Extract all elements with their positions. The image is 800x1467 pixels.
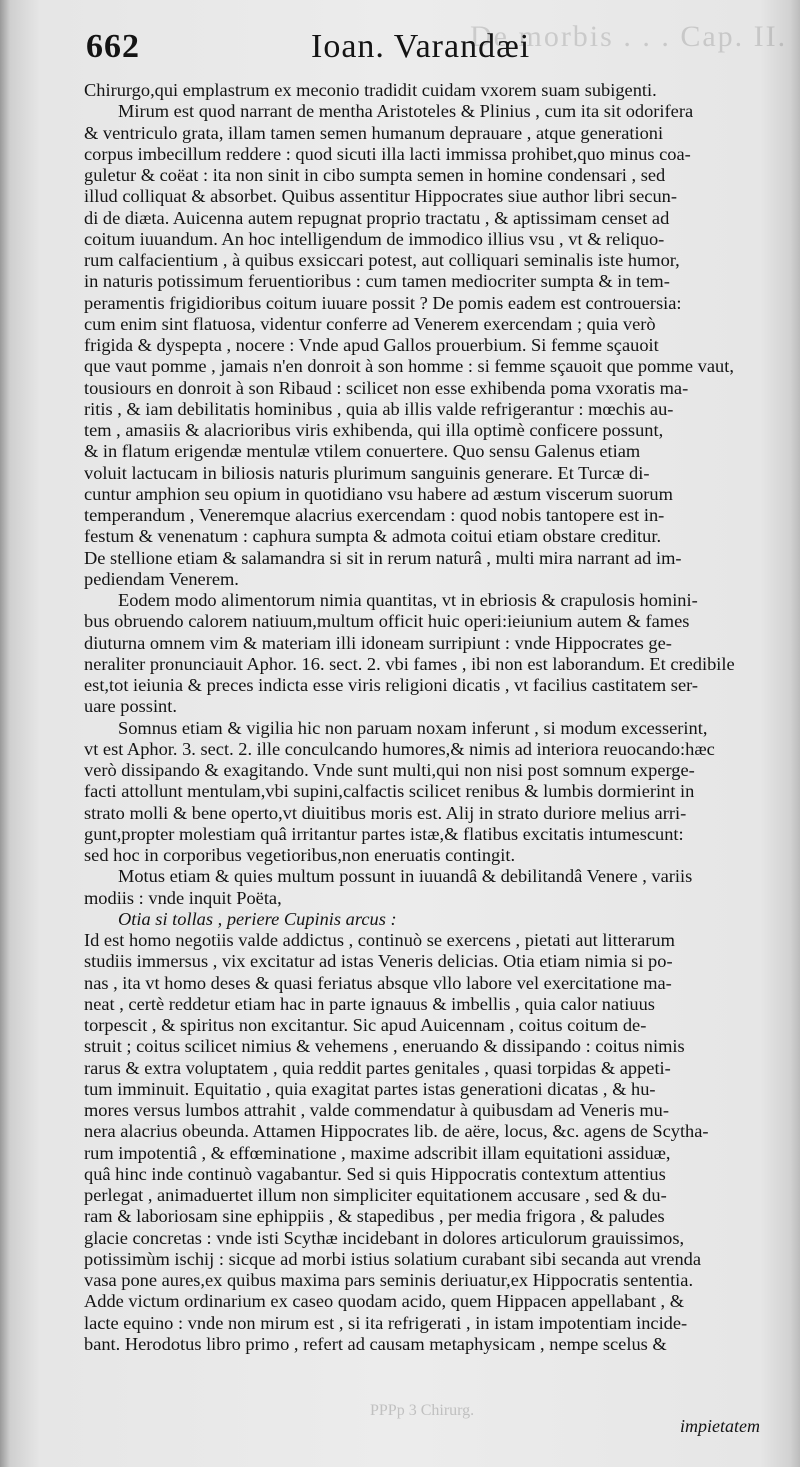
text-line: tousiours en donroit à son Ribaud : scilicet non esse exhibenda poma vxoratis ma- [84, 377, 689, 398]
text-line: perlegat , animaduertet illum non simpliciter equitationem accusare , sed & du- [84, 1185, 667, 1205]
paragraph-2 [84, 101, 766, 590]
page-header [86, 28, 766, 72]
text-line: est,tot ieiunia & preces indicta esse viris religioni dicatis , vt facilius castitatem ser- [84, 675, 699, 695]
text-line: strato molli & bene operto,vt diuitibus moris est. Alij in strato duriore melius arri- [84, 802, 687, 823]
text-line: potissimùm ischij : sicque ad morbi istius solatium curabant sibi secanda aut vrenda [84, 1248, 701, 1269]
text-line: festum & venenatum : caphura sumpta & admota coitui etiam obstare creditur. [84, 526, 662, 547]
text-line: frigida & dyspepta , nocere : Vnde apud Gallos prouerbium. Si femme sçauoit [84, 335, 659, 355]
text-line: guletur & coëat : ita non sinit in cibo sumpta semen in homine condensari , sed [84, 165, 666, 185]
text-line: cum enim sint flatuosa, videntur conferre ad Venerem exercendam ; quia verò [84, 313, 656, 334]
text-line: neat , certè reddetur etiam hac in parte ignauus & imbellis , quia calor natiuus [84, 993, 655, 1014]
text-line: struit ; coitus scilicet nimius & vehemens , eneruando & dissipando : coitus nimis [84, 1036, 685, 1057]
text-line: coitum iuuandum. An hoc intelligendum de immodico illius vsu , vt & reliquo- [84, 228, 665, 249]
paragraph-4 [84, 718, 766, 867]
text-line: Motus etiam & quies multum possunt in iuuandâ & debilitandâ Venere , variis [118, 866, 693, 887]
text-line: illud colliquat & absorbet. Quibus assentitur Hippocrates siue author libri secun- [84, 186, 677, 207]
text-line: di de diæta. Auicenna autem repugnat proprio tractatu , & aptissimam censet ad [84, 207, 670, 228]
text-line: in naturis potissimum feruentioribus : cum tamen mediocriter sumpta & in tem- [84, 271, 670, 292]
text-line: cuntur amphion seu opium in quotidiano vsu habere ad æstum viscerum suorum [84, 483, 673, 504]
text-line: rum calfacientium , à quibus exsiccari potest, aut colliquari seminalis iste humor, [84, 250, 680, 270]
bleed-through-text: De morbis . . . Cap. II. [470, 20, 788, 53]
text-line: Mirum est quod narrant de mentha Aristoteles & Plinius , cum ita sit odorifera [118, 101, 694, 122]
text-line: gunt,propter molestiam quâ irritantur partes istæ,& flatibus excitatis intumescunt: [84, 823, 684, 844]
text-line: voluit lactucam in biliosis naturis plurimum sanguinis generare. Et Turcæ di- [84, 462, 650, 483]
page-footer [100, 1400, 780, 1440]
text-line: facti attollunt mentulam,vbi supini,calfactis scilicet renibus & lumbis dormierint in [84, 781, 695, 802]
text-line: & ventriculo grata, illam tamen semen humanum deprauare , atque generationi [84, 122, 664, 143]
text-line: peramentis frigidioribus coitum iuuare possit ? De pomis eadem est controuersia: [84, 292, 682, 313]
text-line: rum impotentiâ , & effœminatione , maxime adscribit illam equitationi assiduæ, [84, 1142, 671, 1163]
text-line: mores versus lumbos attrahit , valde commendatur à quibusdam ad Veneris mu- [84, 1100, 669, 1120]
text-line: tum imminuit. Equitatio , quia exagitat partes istas generationi dicatas , & hu- [84, 1078, 656, 1099]
catchword: impietatem [680, 1416, 760, 1436]
text-line: verò dissipando & exagitando. Vnde sunt multi,qui non nisi post somnum experge- [84, 760, 695, 780]
paragraph-6 [84, 930, 766, 1355]
footer-bleed-through: PPPp 3 Chirurg. [370, 1402, 475, 1419]
text-line: vt est Aphor. 3. sect. 2. ille conculcando humores,& nimis ad interiora reuocando:hæc [84, 738, 715, 759]
text-line: Id est homo negotiis valde addictus , continuò se exercens , pietati aut litterarum [84, 930, 675, 950]
text-line: pediendam Venerem. [84, 568, 239, 589]
text-line: ritis , & iam debilitatis hominibus , quia ab illis valde refrigerantur : mœchis au- [84, 398, 674, 419]
text-line: rarus & extra voluptatem , quia reddit partes genitales , quasi torpidas & appeti- [84, 1057, 671, 1078]
text-line: que vaut pomme , jamais n'en donroit à son homme : si femme sçauoit que pomme vaut, [84, 356, 734, 377]
text-line: temperandum , Veneremque alacrius exercendam : quod nobis tantopere est in- [84, 505, 665, 525]
text-line: ram & laboriosam sine ephippiis , & stapedibus , per media frigora , & paludes [84, 1206, 665, 1227]
text-line: torpescit , & spiritus non excitantur. Sic apud Auicennam , coitus coitum de- [84, 1015, 647, 1035]
text-line: quâ hinc inde continuò vagabantur. Sed si quis Hippocratis contextum attentius [84, 1163, 666, 1184]
verse-quotation: Otia si tollas , periere Cupinis arcus : [118, 908, 397, 929]
text-line: Adde victum ordinarium ex caseo quodam acido, quem Hippacen appellabant , & [84, 1291, 685, 1312]
text-line: sed hoc in corporibus vegetioribus,non eneruatis contingit. [84, 845, 516, 865]
text-line: studiis immersus , vix excitatur ad istas Veneris delicias. Otia etiam nimia si po- [84, 951, 673, 972]
text-line: vasa pone aures,ex quibus maxima pars seminis deriuatur,ex Hippocratis sententia. [84, 1270, 694, 1290]
running-title: Ioan. Varandæi [311, 28, 531, 65]
text-line: De stellione etiam & salamandra si sit in rerum naturâ , multi mira narrant ad im- [84, 547, 682, 568]
text-line: nas , ita vt homo deses & quasi feriatus absque vllo labore vel exercitatione ma- [84, 972, 672, 993]
text-line: diuturna omnem vim & materiam illi idoneam surripiunt : vnde Hippocrates ge- [84, 632, 672, 653]
text-line: glacie concretas : vnde isti Scythæ incidebant in dolores articulorum grauissimos, [84, 1227, 685, 1248]
text-line: lacte equino : vnde non mirum est , si ita refrigerati , in istam impotentiam incide- [84, 1312, 688, 1333]
body-text [84, 80, 766, 1355]
paragraph-1 [84, 80, 766, 101]
text-line: & in flatum erigendæ mentulæ vtilem conuertere. Quo sensu Galenus etiam [84, 441, 641, 462]
text-line: nera alacrius obeunda. Attamen Hippocrates lib. de aëre, locus, &c. agens de Scytha- [84, 1121, 709, 1142]
paragraph-5 [84, 866, 766, 909]
page-number: 662 [86, 28, 140, 65]
text-line: Eodem modo alimentorum nimia quantitas, vt in ebriosis & crapulosis homini- [118, 590, 698, 610]
text-line: bus obruendo calorem natiuum,multum officit huic operi:ieiunium autem & fames [84, 611, 690, 632]
text-line: neraliter pronunciauit Aphor. 16. sect. 2. vbi fames , ibi non est laborandum. Et credibile [84, 653, 735, 674]
paragraph-3 [84, 590, 766, 718]
text-line: Chirurgo,qui emplastrum ex meconio tradidit cuidam vxorem suam subigenti. [84, 80, 657, 100]
text-line: Somnus etiam & vigilia hic non paruam noxam inferunt , si modum excesserint, [118, 717, 708, 738]
text-line: corpus imbecillum reddere : quod sicuti illa lacti immissa prohibet,quo minus coa- [84, 143, 691, 164]
text-line: bant. Herodotus libro primo , refert ad causam metaphysicam , nempe scelus & [84, 1333, 667, 1354]
text-line: tem , amasiis & alacrioribus viris exhibenda, qui illa optimè conficere possunt, [84, 420, 664, 440]
text-line: modiis : vnde inquit Poëta, [84, 887, 282, 908]
text-line: uare possint. [84, 696, 177, 717]
